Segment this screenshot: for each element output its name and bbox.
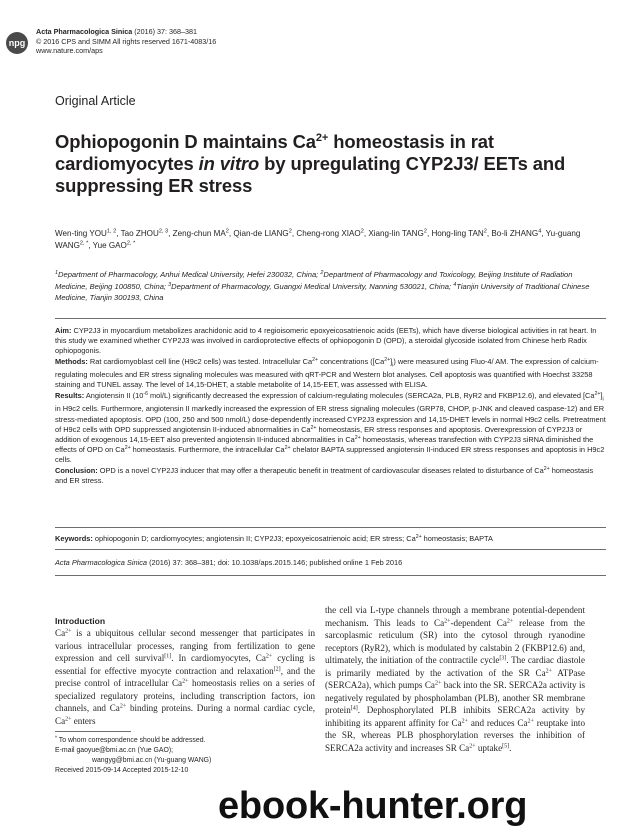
affiliation: Department of Pharmacology and Toxicology, Beijing Institute of Radiation Medicine, Beijing 100850, China; <box>55 270 573 291</box>
email-2[interactable]: wangyg@bmi.ac.cn (Yu-guang WANG) <box>92 757 212 764</box>
affiliations: $^1$Department of Pharmacology, Anhui Medical University, Hefei 230032, China; $^2$Department of Pharmacology and Toxicology, Beijing Institute of Radiation Medicine, Beijing 100850, China; $^3$Department of Pharmacology, Guangxi Medical University, Nanning 530021, China; $^4$Tianjin University of Traditional Chinese Medicine, Tianjin 300193, China <box>55 270 590 303</box>
abstract-top-rule <box>55 318 606 319</box>
journal-issue: (2016) 37: 368–381 <box>134 27 198 36</box>
journal-url[interactable]: www.nature.com/aps <box>36 46 103 56</box>
author-name: Cheng-rong XIAO$^2$ <box>296 228 364 238</box>
abstract-results: Results: Angiotensin II ($10^{-6}$ mol/L) significantly decreased the expression of calcium-regulating molecules (SERCA2a, PLB, RyR2 and FKBP12.6), and elevated $[Ca^{2+}]_i$ in H9c2 cells. Furthermore, angiotensin II markedly increased the expression of ER stress signaling molecules (GRP78, CHOP, p-JNK and cleaved caspase-12) and ER stress-mediated apoptosis. OPD (100, 250 and 500 nmol/L) dose-dependently increased CYP2J3 expression and 14,15-DHET levels in normal H9c2 cells. Pretreatment of H9c2 cells with OPD suppressed angiotensin II-induced abnormalities in $Ca^{2+}$ homeostasis, ER stress responses and apoptosis. Overexpression of CYP2J3 or addition of exogenous 14,15-EET also prevented angiotensin II-induced abnormalities in $Ca^{2+}$ homeostasis, whereas transfection with CYP2J3 siRNA diminished the effects of OPD on $Ca^{2+}$ homeostasis. Furthermore, the intracellular $Ca^{2+}$ chelator BAPTA suppressed angiotensin II-induced ER stress responses and apoptosis in H9c2 cells. <box>55 390 606 465</box>
body-column-left <box>55 616 315 727</box>
affiliation: Tianjin University of Traditional Chinese Medicine, Tianjin 300193, China <box>55 281 590 303</box>
author-name: Xiang-lin TANG$^2$ <box>368 228 427 238</box>
footnote-rule <box>55 731 131 732</box>
article-title: Ophiopogonin D maintains $Ca^{2+}$ homeostasis in rat cardiomyocytes in vitro by upregulating CYP2J3/ EETs and suppressing ER stress <box>55 131 566 196</box>
affiliation: Department of Pharmacology, Guangxi Medical University, Nanning 530021, China; <box>171 281 454 291</box>
intro-paragraph-left: $Ca^{2+}$ is a ubiquitous cellular second messenger that participates in various intracellular processes, ranging from fertilization to gene expression and cell survival[1]. In cardiomyocytes, $Ca^{2+}$ cycling is essential for effective myocyte contraction and relaxation[2], and the precise control of intracellular $Ca^{2+}$ homeostasis relies on a series of specialized regulatory proteins, including transcription factors, ion channels, and $Ca^{2+}$ binding proteins. During a normal cardiac cycle, $Ca^{2+}$ enters <box>55 628 316 726</box>
received-accepted: Received 2015-09-14 Accepted 2015-12-10 <box>55 767 189 774</box>
journal-name: Acta Pharmacologica Sinica <box>36 27 133 36</box>
author-name: Yu-guang $WANG^{2, *}$ <box>55 229 581 251</box>
abstract-aim: Aim: CYP2J3 in myocardium metabolizes arachidonic acid to 4 regioisomeric epoxyeicosatrienoic acids (EETs), which have diverse biological activities in rat heart. In this study we examined whether CYP2J3 was involved in cardioprotective effects of ophiopogonin D (OPD), a steroidal glycoside isolated from Chinese herb Radix ophiopogonis. <box>55 326 597 356</box>
body-column-right: the cell via L-type channels through a membrane potential-dependent mechanism. This leads to $Ca^{2+}$-dependent $Ca^{2+}$ release from the sarcoplasmic reticulum (SR) into the cytosol through ryanodine receptors (RyR2), which is modulated by calstabin 2 (FKBP12.6) and, ultimately, the initiation of the contractile cycle[3]. The cardiac diastole is primarily mediated by the activation of the SR $Ca^{2+}$ ATPase (SERCA2a), which pumps $Ca^{2+}$ back into the SR. SERCA2a activity is negatively regulated by phospholamban (PLB), another SR membrane protein[4]. Dephosphorylated PLB inhibits SERCA2a activity by inhibiting its apparent affinity for $Ca^{2+}$ and reduces $Ca^{2+}$ reuptake into the SR, whereas PLB phosphorylation reverses the inhibition of SERCA2a activity and increases SR $Ca^{2+}$ uptake[5]. <box>325 605 586 754</box>
citation-bottom-rule <box>55 575 606 576</box>
author-name: Hong-ling TAN$^2$ <box>431 228 487 238</box>
email-1[interactable]: E-mail gaoyue@bmi.ac.cn (Yue GAO); <box>55 747 174 754</box>
abstract <box>55 326 607 486</box>
abstract-conclusion: Conclusion: OPD is a novel CYP2J3 inducer that may offer a therapeutic benefit in treatment of cardiovascular diseases related to disturbance of $Ca^{2+}$ homeostasis and ER stress. <box>55 465 594 485</box>
author-name: Yue $GAO^{2, *}$ <box>92 240 136 251</box>
abstract-methods: Methods: Rat cardiomyoblast cell line (H9c2 cells) was tested. Intracellular $Ca^{2+}$ concentrations $([Ca^{2+}]_i)$ were measured using Fluo-4/ AM. The expression of calcium-regulating molecules and ER stress signaling molecules was measured with qRT-PCR and Western blot analyses. Cell apoptosis was quantified with Hoechst 33258 staining and TUNEL assay. The level of 14,15-DHET, a stable metabolite of 14,15-EET, was assessed with ELISA. <box>55 356 599 390</box>
correspondence-footnote: * To whom correspondence should be addressed. E-mail gaoyue@bmi.ac.cn (Yue GAO); wangyg@bmi.ac.cn (Yu-guang WANG) Received 2015-09-14 Accepted 2015-12-10 <box>55 736 325 776</box>
author-name: Bo-li ZHANG$^4$ <box>491 228 542 238</box>
affiliation: Department of Pharmacology, Anhui Medical University, Hefei 230032, China; <box>58 270 321 279</box>
article-type: Original Article <box>55 94 136 108</box>
npg-logo: npg <box>6 32 28 54</box>
section-heading-introduction: Introduction <box>55 616 106 626</box>
copyright-line: © 2016 CPS and SIMM All rights reserved 1671-4083/16 <box>36 36 217 46</box>
author-list: Wen-ting YOU$^{1, 2}$, Tao ZHOU$^{2, 3}$, Zeng-chun $MA^2$, Qian-de LIANG$^2$, Cheng-rong XIAO$^2$, Xiang-lin TANG$^2$, Hong-ling TAN$^2$, Bo-li ZHANG$^4$, Yu-guang $WANG^{2, *}$, Yue $GAO^{2, *}$ <box>55 228 581 251</box>
author-name: Tao ZHOU$^{2, 3}$ <box>120 228 169 238</box>
keywords: Keywords: ophiopogonin D; cardiomyocytes; angiotensin II; CYP2J3; epoxyeicosatrienoic acid; ER stress; $Ca^{2+}$ homeostasis; BAPTA <box>55 534 493 543</box>
author-name: Qian-de LIANG$^2$ <box>233 228 292 238</box>
watermark: ebook-hunter.org <box>218 785 528 827</box>
author-name: Wen-ting YOU$^{1, 2}$ <box>55 228 117 238</box>
citation-line: Acta Pharmacologica Sinica (2016) 37: 368–381; doi: 10.1038/aps.2015.146; published online 1 Feb 2016 <box>55 558 403 567</box>
journal-header <box>36 27 216 56</box>
keywords-top-rule <box>55 527 606 528</box>
author-name: Zeng-chun $MA^2$ <box>172 228 229 238</box>
citation-top-rule <box>55 549 606 550</box>
